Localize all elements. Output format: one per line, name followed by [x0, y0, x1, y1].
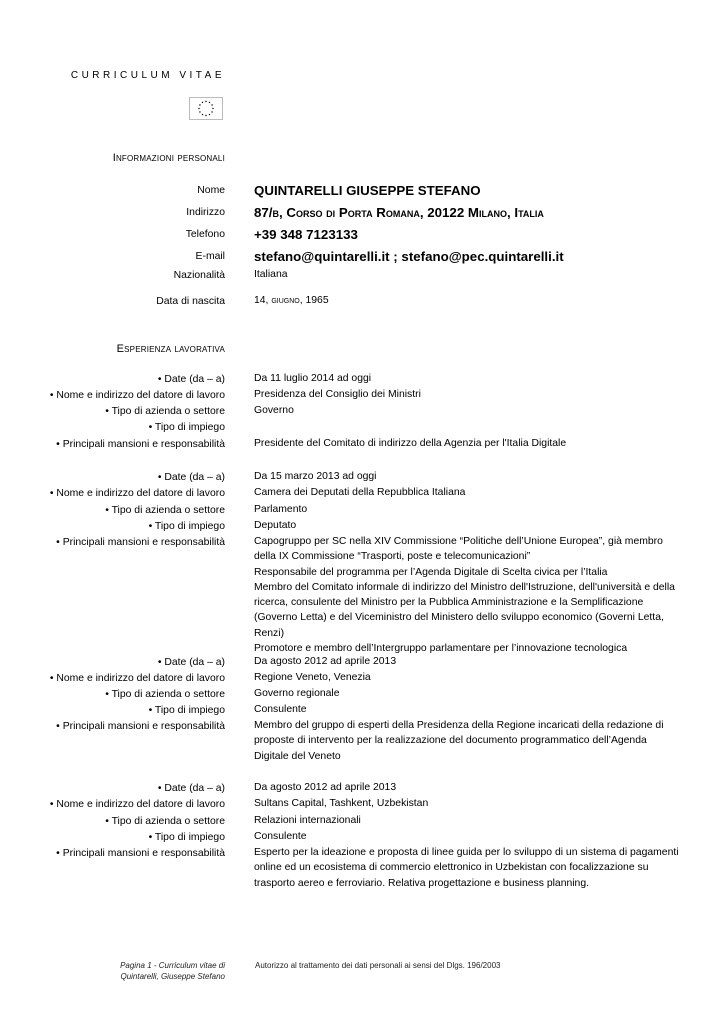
job1-duties-label: • Principali mansioni e responsabilità	[56, 439, 225, 450]
job4-jobtype-label: • Tipo di impiego	[148, 832, 225, 843]
eu-star	[211, 104, 212, 105]
footer-page-line2: Quintarelli, Giuseppe Stefano	[120, 972, 225, 981]
email-label: E-mail	[195, 251, 225, 262]
job2-employer-label: • Nome e indirizzo del datore di lavoro	[49, 488, 225, 499]
job3-jobtype: Consulente	[254, 704, 307, 715]
job4-date: Da agosto 2012 ad aprile 2013	[254, 782, 397, 793]
job3-employer: Regione Veneto, Venezia	[254, 672, 371, 683]
job1-sector: Governo	[254, 405, 294, 416]
indirizzo-label: Indirizzo	[186, 207, 225, 218]
nazionalita-value: Italiana	[254, 269, 288, 280]
telefono-value: +39 348 7123133	[254, 227, 358, 242]
job2-sector-label: • Tipo di azienda o settore	[105, 505, 225, 516]
nome-label: Nome	[197, 185, 225, 196]
eu-star	[199, 104, 200, 105]
footer-page-line1: Pagina 1 - Curriculum vitae di	[120, 961, 225, 970]
footer-privacy: Autorizzo al trattamento dei dati personali ai sensi del Dlgs. 196/2003	[255, 961, 501, 970]
nascita-value: 14, giugno, 1965	[254, 295, 329, 306]
job4-sector-label: • Tipo di azienda o settore	[105, 816, 225, 827]
telefono-label: Telefono	[185, 229, 225, 240]
job2-duties	[254, 534, 684, 656]
job4-jobtype: Consulente	[254, 831, 307, 842]
section-title-experience: Esperienza lavorativa	[116, 343, 225, 355]
job2-duties-label: • Principali mansioni e responsabilità	[56, 537, 225, 548]
job3-employer-label: • Nome e indirizzo del datore di lavoro	[49, 673, 225, 684]
job4-employer-label: • Nome e indirizzo del datore di lavoro	[49, 799, 225, 810]
eu-star	[205, 115, 206, 116]
cv-title: CURRICULUM VITAE	[70, 70, 225, 81]
eu-star	[205, 101, 206, 102]
job2-employer: Camera dei Deputati della Repubblica Italiana	[254, 487, 466, 498]
job1-jobtype-label: • Tipo di impiego	[148, 422, 225, 433]
job3-duties-label: • Principali mansioni e responsabilità	[56, 721, 225, 732]
email-value[interactable]: stefano@quintarelli.it ; stefano@pec.quintarelli.it	[254, 249, 564, 264]
job2-jobtype-label: • Tipo di impiego	[148, 521, 225, 532]
job2-duty-line: Membro del Comitato informale di indirizzo del Ministro dell'Istruzione, dell'università e della ricerca, consulente del Ministro per la Pubblica Amministrazione e la Semplificazione (Governo Letta) e del Viceministro del Ministero dello sviluppo economico (Governi Letta, Renzi)	[254, 581, 675, 639]
job1-employer: Presidenza del Consiglio dei Ministri	[254, 389, 421, 400]
job4-duties: Esperto per la ideazione e proposta di linee guida per lo sviluppo di un sistema di pagamenti online ed un ecosistema di commercio elettronico in Uzbekistan con focalizzazione su trasporto aereo e ferroviario. Relativa progettazione e business planning.	[254, 847, 679, 889]
job4-employer: Sultans Capital, Tashkent, Uzbekistan	[254, 798, 429, 809]
job1-date-label: • Date (da – a)	[157, 374, 225, 385]
eu-star	[212, 108, 213, 109]
indirizzo-value: 87/b, Corso di Porta Romana, 20122 Milano, Italia	[254, 205, 544, 220]
job1-date: Da 11 luglio 2014 ad oggi	[254, 373, 372, 384]
job2-duty-line: Promotore e membro dell’Intergruppo parlamentare per l’innovazione tecnologica	[254, 643, 628, 655]
job4-date-label: • Date (da – a)	[157, 783, 225, 794]
eu-star	[199, 111, 200, 112]
job2-duty-line: Capogruppo per SC nella XIV Commissione “Politiche dell’Unione Europea”, già membro della IX Commissione “Trasporti, poste e telecomunicazioni”	[254, 536, 663, 563]
eu-flag-icon	[189, 97, 223, 120]
job4-duties-label: • Principali mansioni e responsabilità	[56, 848, 225, 859]
job3-jobtype-label: • Tipo di impiego	[148, 705, 225, 716]
eu-star	[209, 114, 210, 115]
job3-duties: Membro del gruppo di esperti della Presidenza della Regione incaricati della redazione di proposte di intervento per la realizzazione del documento programmatico dell’Agenda Digitale del Veneto	[254, 720, 664, 762]
section-title-personal: Informazioni personali	[112, 152, 225, 164]
footer-page-info	[120, 960, 225, 982]
job2-date-label: • Date (da – a)	[157, 472, 225, 483]
job3-date: Da agosto 2012 ad aprile 2013	[254, 656, 397, 667]
eu-star	[209, 102, 210, 103]
job2-jobtype: Deputato	[254, 520, 297, 531]
job4-sector: Relazioni internazionali	[254, 815, 361, 826]
job2-sector: Parlamento	[254, 504, 308, 515]
job1-employer-label: • Nome e indirizzo del datore di lavoro	[49, 390, 225, 401]
eu-star	[202, 114, 203, 115]
job1-sector-label: • Tipo di azienda o settore	[105, 406, 225, 417]
nazionalita-label: Nazionalità	[173, 270, 225, 281]
job1-duties: Presidente del Comitato di indirizzo della Agenzia per l'Italia Digitale	[254, 438, 567, 449]
eu-star	[211, 111, 212, 112]
job3-sector-label: • Tipo di azienda o settore	[105, 689, 225, 700]
job2-duty-line: Responsabile del programma per l’Agenda Digitale di Scelta civica per l’Italia	[254, 566, 608, 578]
job3-sector: Governo regionale	[254, 688, 340, 699]
nascita-label: Data di nascita	[156, 296, 225, 307]
job2-date: Da 15 marzo 2013 ad oggi	[254, 471, 377, 482]
eu-star	[202, 102, 203, 103]
nome-value: QUINTARELLI GIUSEPPE STEFANO	[254, 183, 481, 198]
eu-star	[198, 108, 199, 109]
job3-date-label: • Date (da – a)	[157, 657, 225, 668]
